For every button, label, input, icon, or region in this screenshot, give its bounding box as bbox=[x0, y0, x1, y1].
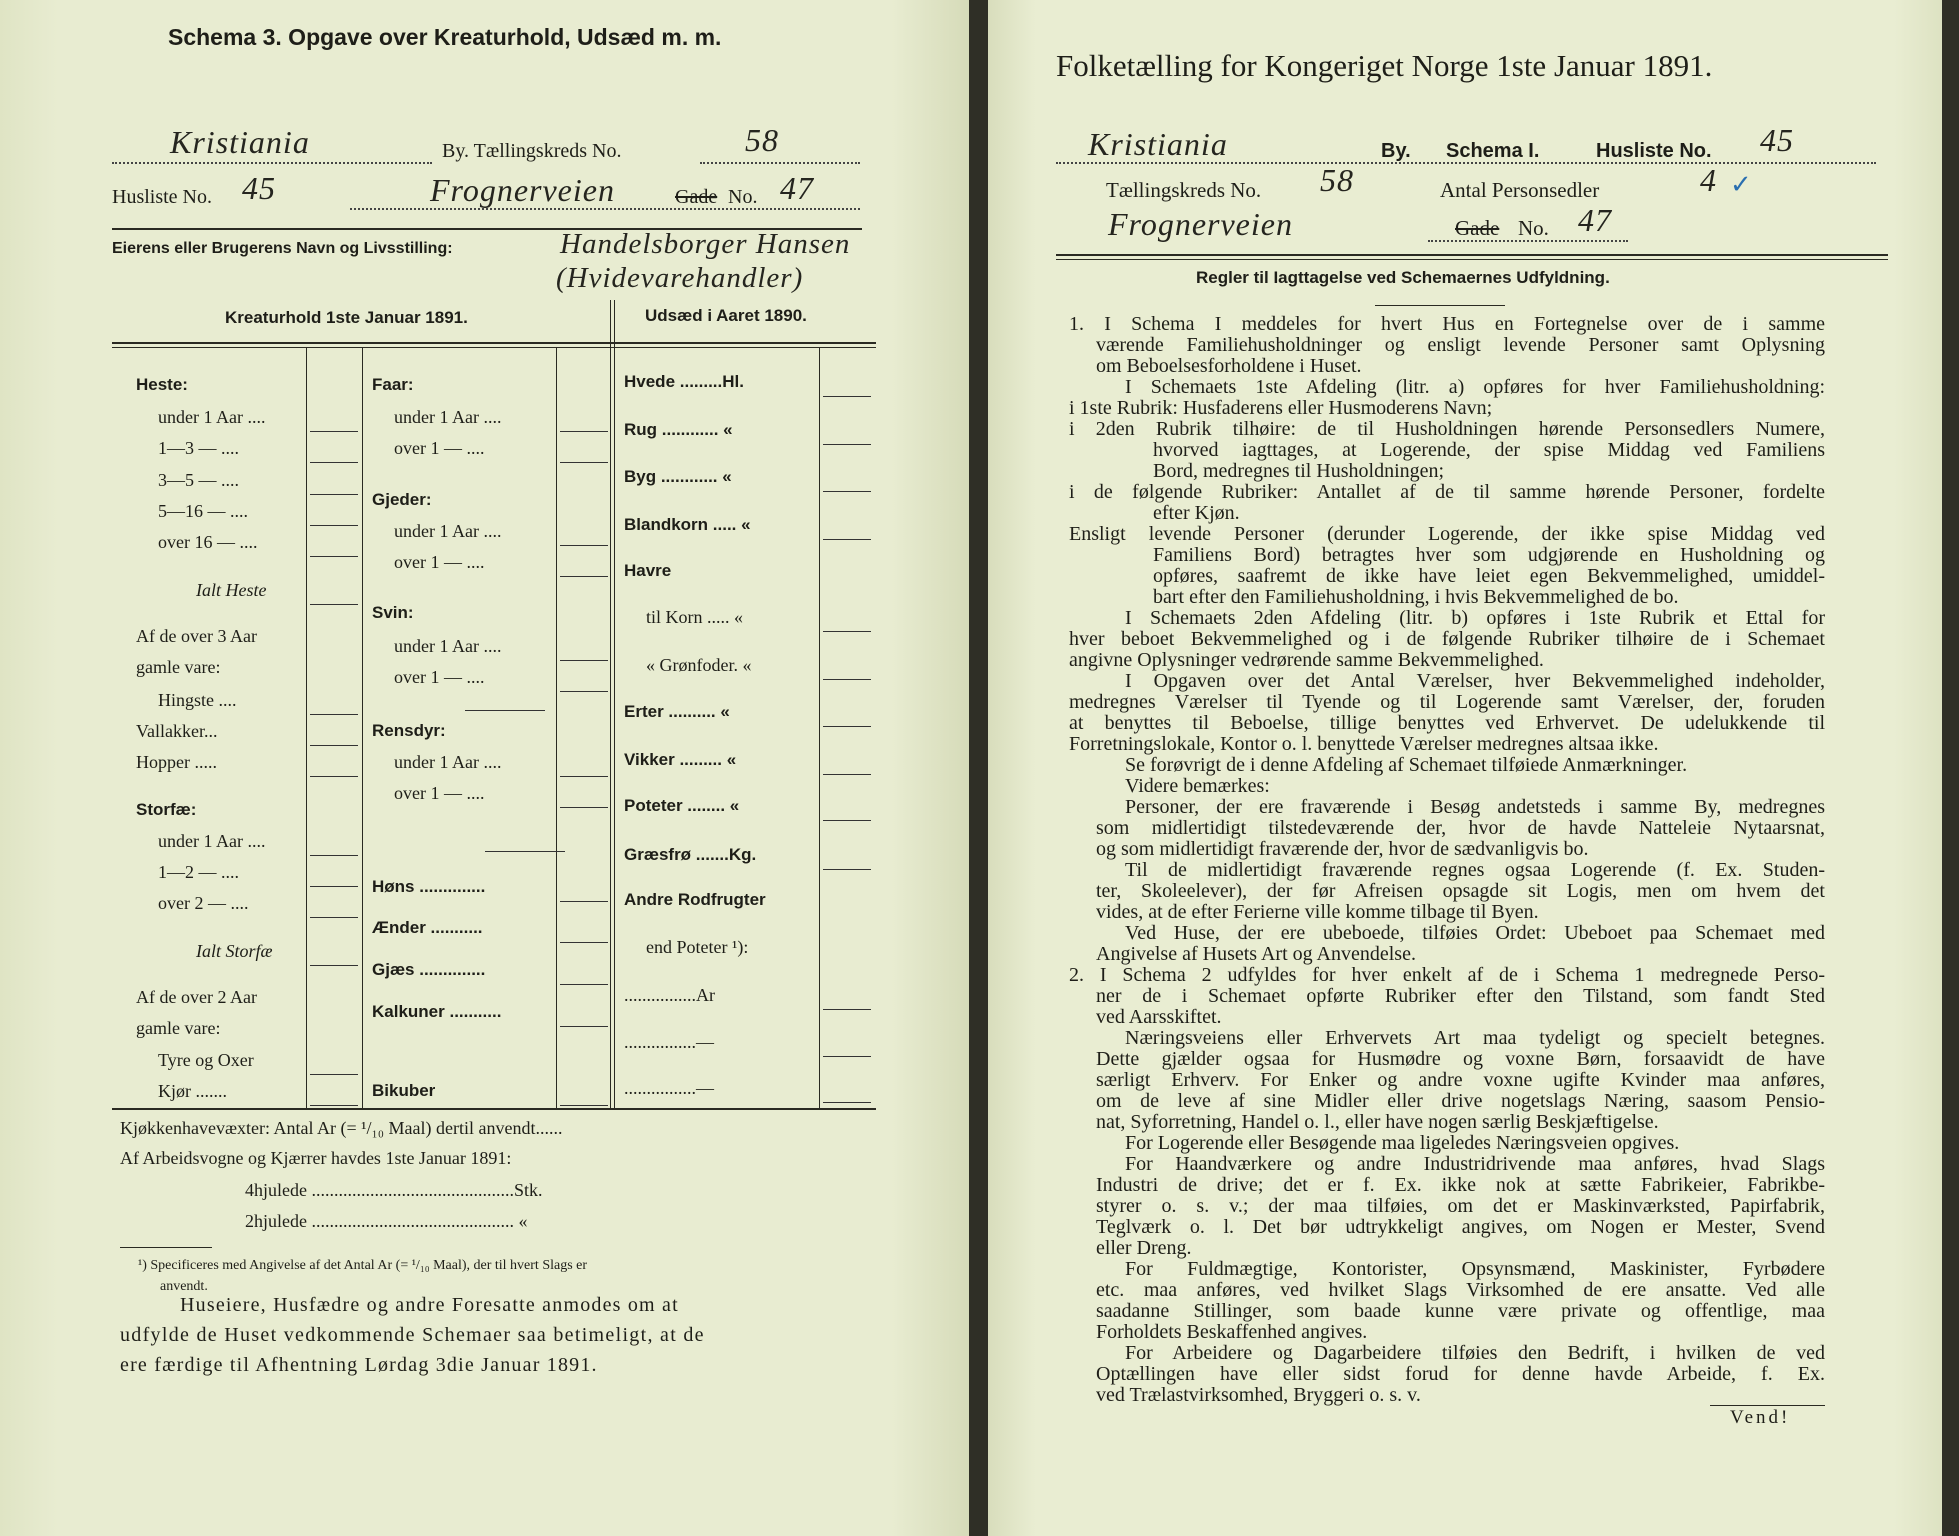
gade-number-handwritten: 47 bbox=[1578, 202, 1612, 238]
footnote-line: ¹) Specificeres med Angivelse af det Antal Ar (= ¹/₁₀ Maal), der til hvert Slags er bbox=[138, 1258, 588, 1273]
rules-text-line: For Logerende eller Besøgende maa ligeledes Næringsveien opgives. bbox=[1125, 1132, 1680, 1154]
rules-text-line: Til de midlertidigt fraværende regnes ogsaa Logerende (f. Ex. Studen- bbox=[1125, 859, 1825, 881]
table-row-label: over 1 — .... bbox=[394, 667, 485, 687]
dotted-line bbox=[700, 162, 860, 164]
rules-text-line: angivne Oplysninger vedrørende samme Bekvemmelighed. bbox=[1069, 649, 1544, 671]
kreds-number-handwritten: 58 bbox=[1320, 162, 1354, 198]
entry-rule bbox=[560, 901, 608, 902]
gade-number-handwritten: 47 bbox=[780, 170, 814, 206]
rules-text-line: Se forøvrigt de i denne Afdeling af Schemaet tilføiede Anmærkninger. bbox=[1125, 754, 1688, 776]
entry-rule bbox=[823, 726, 871, 727]
entry-rule bbox=[823, 1009, 871, 1010]
rules-text-line: 2. I Schema 2 udfyldes for hver enkelt af de i Schema 1 medregnede Perso- bbox=[1069, 964, 1825, 986]
city-handwritten: Kristiania bbox=[1088, 126, 1228, 162]
entry-rule bbox=[560, 660, 608, 661]
owner-occupation-handwritten: (Hvidevarehandler) bbox=[556, 262, 804, 294]
entry-rule bbox=[823, 1102, 871, 1103]
schema-3-title: Schema 3. Opgave over Kreaturhold, Udsæd m. m. bbox=[168, 24, 722, 50]
gade-label: Gade bbox=[1455, 216, 1500, 240]
entry-rule bbox=[823, 820, 871, 821]
rules-text-line: at benyttes til Beboelse, tillige benyttes ved Erhvervet. De udelukkende til bbox=[1069, 712, 1825, 734]
rules-text-line: om Beboelsesforholdene i Huset. bbox=[1096, 355, 1362, 377]
rules-text-line: styrer o. s. v.; der maa tilføies, om det er Maskinværksted, Papirfabrik, bbox=[1096, 1195, 1825, 1217]
short-rule bbox=[1375, 305, 1505, 306]
table-row-label: gamle vare: bbox=[136, 1018, 221, 1038]
entry-rule bbox=[823, 539, 871, 540]
footnote-line: anvendt. bbox=[160, 1279, 208, 1294]
entry-rule bbox=[310, 494, 358, 495]
entry-rule bbox=[560, 691, 608, 692]
table-row-label: Af de over 3 Aar bbox=[136, 626, 257, 646]
rules-text-line: nat, Syforretning, Handel o. l., eller have nogen særlig Beskjæftigelse. bbox=[1096, 1111, 1659, 1133]
closing-notice-line: Huseiere, Husfædre og andre Foresatte anmodes om at bbox=[180, 1294, 679, 1316]
garden-line: Kjøkkenhavevæxter: Antal Ar (= ¹/₁₀ Maal) dertil anvendt...... bbox=[120, 1118, 563, 1138]
entry-rule bbox=[560, 431, 608, 432]
rules-text-line: Ved Huse, der ere ubeboede, tilføies Ordet: Ubeboet paa Schemaet med bbox=[1125, 922, 1825, 944]
table-row-label: under 1 Aar .... bbox=[394, 521, 502, 541]
rules-text-line: ter, Skoleelever), der før Afreisen opsagde sit Logis, men om hvem det bbox=[1096, 880, 1825, 902]
rules-text-line: Bord, medregnes til Husholdningen; bbox=[1153, 460, 1445, 482]
table-row-label: under 1 Aar .... bbox=[158, 407, 266, 427]
column-divider bbox=[610, 300, 611, 1110]
rules-text-line: ved Trælastvirksomhed, Bryggeri o. s. v. bbox=[1096, 1384, 1421, 1406]
footnote-rule bbox=[120, 1247, 212, 1248]
wagons-line: Af Arbeidsvogne og Kjærrer havdes 1ste Januar 1891: bbox=[120, 1148, 512, 1168]
entry-rule bbox=[560, 942, 608, 943]
table-header-udsaed: Udsæd i Aaret 1890. bbox=[645, 306, 807, 325]
husliste-number-handwritten: 45 bbox=[242, 170, 276, 206]
table-row-label: over 16 — .... bbox=[158, 532, 258, 552]
rules-text-line: For Fuldmægtige, Kontorister, Opsynsmænd, Maskinister, Fyrbødere bbox=[1125, 1258, 1825, 1280]
rules-text-line: ved Aarsskiftet. bbox=[1096, 1006, 1222, 1028]
rules-text-line: Familiens Bord) betragtes hver som udgjørende en Husholdning og bbox=[1153, 544, 1825, 566]
table-row-label: gamle vare: bbox=[136, 657, 221, 677]
table-row-label: Svin: bbox=[372, 603, 414, 622]
entry-rule bbox=[485, 851, 565, 852]
kreds-label: Tællingskreds No. bbox=[1106, 178, 1262, 202]
table-row-label: ................— bbox=[624, 1078, 714, 1098]
dotted-line bbox=[1428, 240, 1628, 242]
rules-text-line: Personer, der ere fraværende i Besøg andetsteds i samme By, medregnes bbox=[1125, 796, 1825, 818]
entry-rule bbox=[823, 1056, 871, 1057]
right-page-schema-1 bbox=[988, 0, 1942, 1536]
city-handwritten: Kristiania bbox=[170, 124, 310, 160]
table-row-label: under 1 Aar .... bbox=[158, 831, 266, 851]
entry-rule bbox=[310, 714, 358, 715]
entry-rule bbox=[310, 917, 358, 918]
table-row-label: Rug ............ « bbox=[624, 420, 733, 439]
table-row-label: under 1 Aar .... bbox=[394, 636, 502, 656]
vend-turn-over-note: Vend! bbox=[1730, 1407, 1791, 1428]
rules-text-line: særligt Erhverv. For Enker og andre voxne ugifte Kvinder maa anføres, bbox=[1096, 1069, 1825, 1091]
city-by-kreds-label: By. Tællingskreds No. bbox=[442, 140, 622, 162]
owner-name-handwritten: Handelsborger Hansen bbox=[560, 228, 851, 260]
rules-text-line: i 2den Rubrik tilhøire: de til Husholdningen hørende Personsedlers Numere, bbox=[1069, 418, 1825, 440]
double-rule bbox=[1056, 259, 1888, 260]
rules-heading: Regler til Iagttagelse ved Schemaernes Udfyldning. bbox=[1196, 268, 1610, 287]
table-row-label: Ænder ........... bbox=[372, 918, 483, 937]
husliste-label: Husliste No. bbox=[112, 186, 212, 208]
table-row-label: over 1 — .... bbox=[394, 552, 485, 572]
by-label: By. bbox=[1381, 140, 1411, 162]
entry-rule bbox=[560, 1026, 608, 1027]
table-row-label: under 1 Aar .... bbox=[394, 407, 502, 427]
table-row-label: Erter .......... « bbox=[624, 702, 730, 721]
table-row-label: end Poteter ¹): bbox=[646, 937, 749, 957]
table-row-label: Andre Rodfrugter bbox=[624, 890, 766, 909]
entry-rule bbox=[560, 545, 608, 546]
entry-rule bbox=[310, 855, 358, 856]
rules-text-line: og som midlertidigt fraværende der, hvor de sædvanligvis bo. bbox=[1096, 838, 1589, 860]
entry-rule bbox=[560, 807, 608, 808]
table-row-label: 3—5 — .... bbox=[158, 470, 239, 490]
rules-text-line: om de leve af sine Midler eller drive nogetslags Næring, saasom Pensio- bbox=[1096, 1090, 1825, 1112]
rules-text-line: Optællingen have eller sidst forud for denne havde Arbeide, f. Ex. bbox=[1096, 1363, 1825, 1385]
entry-rule bbox=[560, 462, 608, 463]
entry-rule bbox=[310, 525, 358, 526]
table-row-label: Græsfrø .......Kg. bbox=[624, 845, 757, 864]
rules-text-line: ner de i Schemaet opførte Rubriker efter den Tilstand, som fandt Sted bbox=[1096, 985, 1825, 1007]
entry-rule bbox=[560, 576, 608, 577]
column-divider bbox=[614, 300, 615, 1110]
rules-text-line: etc. maa anføres, ved hvilket Slags Virksomhed de ere ansatte. Ved alle bbox=[1096, 1279, 1825, 1301]
table-row-label: Kjør ....... bbox=[158, 1081, 227, 1101]
table-bottom-rule bbox=[112, 1108, 876, 1110]
rules-text-line: medregnes Værelser til Tyende og til Logerende samt Værelser, der, foruden bbox=[1069, 691, 1825, 713]
table-row-label: over 1 — .... bbox=[394, 438, 485, 458]
husliste-label: Husliste No. bbox=[1596, 140, 1712, 162]
rules-text-line: Ensligt levende Personer (derunder Logerende, der ikke spise Middag ved bbox=[1069, 523, 1825, 545]
dotted-line bbox=[112, 162, 432, 164]
table-row-label: « Grønfoder. « bbox=[646, 655, 752, 675]
entry-rule bbox=[310, 431, 358, 432]
rules-text-line: Forholdets Beskaffenhed angives. bbox=[1096, 1321, 1368, 1343]
entry-rule bbox=[310, 462, 358, 463]
table-row-label: til Korn ..... « bbox=[646, 607, 743, 627]
entry-rule bbox=[823, 631, 871, 632]
table-row-label: Faar: bbox=[372, 375, 414, 394]
gade-label: Gade bbox=[675, 186, 718, 208]
closing-notice-line: udfylde de Huset vedkommende Schemaer saa betimeligt, at de bbox=[120, 1324, 705, 1346]
table-header-kreaturhold: Kreaturhold 1ste Januar 1891. bbox=[225, 308, 468, 327]
rules-text-line: vides, at de efter Ferierne ville komme tilbage til Byen. bbox=[1096, 901, 1539, 923]
entry-rule bbox=[823, 679, 871, 680]
entry-rule bbox=[310, 776, 358, 777]
rules-text-line: For Arbeidere og Dagarbeidere tilføies den Bedrift, i hvilken de ved bbox=[1125, 1342, 1825, 1364]
street-handwritten: Frognerveien bbox=[1108, 206, 1293, 242]
table-top-rule bbox=[112, 347, 876, 348]
gade-no-label: No. bbox=[728, 186, 758, 208]
gade-no-label: No. bbox=[1518, 216, 1549, 240]
rules-text-line: Dette gjælder ogsaa for Husmødre og voxne Børn, forsaavidt de have bbox=[1096, 1048, 1825, 1070]
table-row-label: under 1 Aar .... bbox=[394, 752, 502, 772]
table-row-label: over 2 — .... bbox=[158, 893, 249, 913]
entry-rule bbox=[823, 444, 871, 445]
entry-rule bbox=[823, 396, 871, 397]
personsedler-label: Antal Personsedler bbox=[1440, 178, 1600, 202]
rules-text-line: I Schemaets 1ste Afdeling (litr. a) opføres for hver Familiehusholdning: bbox=[1125, 376, 1825, 398]
table-row-label: Blandkorn ..... « bbox=[624, 515, 751, 534]
rules-text-line: eller Dreng. bbox=[1096, 1237, 1192, 1259]
rules-text-line: Videre bemærkes: bbox=[1125, 775, 1270, 797]
rules-text-line: hver beboet Bekvemmelighed og i de følgende Rubriker tilhøire de i Schemaet bbox=[1069, 628, 1825, 650]
husliste-number-handwritten: 45 bbox=[1760, 122, 1794, 158]
table-row-label: Havre bbox=[624, 561, 672, 580]
kreds-number-handwritten: 58 bbox=[745, 122, 779, 158]
table-row-label: Hopper ..... bbox=[136, 752, 217, 772]
entry-rule bbox=[310, 745, 358, 746]
entry-rule bbox=[310, 1074, 358, 1075]
table-row-label: Gjæs .............. bbox=[372, 960, 486, 979]
table-row-label: Rensdyr: bbox=[372, 721, 446, 740]
rules-text-line: i 1ste Rubrik: Husfaderens eller Husmoderens Navn; bbox=[1069, 397, 1493, 419]
table-row-label: 1—2 — .... bbox=[158, 862, 239, 882]
owner-label: Eierens eller Brugerens Navn og Livsstilling: bbox=[112, 240, 453, 257]
rules-text-line: værende Familiehusholdninger og ensligt levende Personer samt Oplysning bbox=[1096, 334, 1825, 356]
table-row-label: over 1 — .... bbox=[394, 783, 485, 803]
table-row-label: Byg ............ « bbox=[624, 467, 732, 486]
table-row-label: Bikuber bbox=[372, 1081, 436, 1100]
rules-text-line: bart efter den Familiehusholdning, i hvis Bekvemmelighed de bo. bbox=[1153, 586, 1679, 608]
blue-check-mark: ✓ bbox=[1730, 170, 1752, 199]
table-row-label: Ialt Heste bbox=[196, 580, 267, 600]
schema-label: Schema I. bbox=[1446, 140, 1540, 162]
table-row-label: 1—3 — .... bbox=[158, 438, 239, 458]
entry-rule bbox=[560, 1105, 608, 1106]
personsedler-count-handwritten: 4 bbox=[1700, 162, 1717, 198]
entry-rule bbox=[310, 965, 358, 966]
entry-rule bbox=[310, 886, 358, 887]
census-title: Folketælling for Kongeriget Norge 1ste Januar 1891. bbox=[1056, 48, 1713, 83]
column-divider bbox=[362, 348, 363, 1110]
entry-rule bbox=[560, 984, 608, 985]
table-row-label: ................Ar bbox=[624, 985, 715, 1005]
column-divider bbox=[556, 348, 557, 1110]
table-row-label: Hingste .... bbox=[158, 690, 237, 710]
rules-text-line: Teglværk o. l. Det bør udtrykkeligt angives, om Nogen er Mester, Svend bbox=[1096, 1216, 1825, 1238]
table-row-label: Storfæ: bbox=[136, 800, 197, 819]
short-rule bbox=[1710, 1405, 1825, 1406]
rules-text-line: For Haandværkere og andre Industridrivende maa anføres, hvad Slags bbox=[1125, 1153, 1825, 1175]
rules-text-line: Næringsveiens eller Erhvervets Art maa tydeligt og specielt betegnes. bbox=[1125, 1027, 1825, 1049]
table-row-label: Gjeder: bbox=[372, 490, 432, 509]
table-row-label: Hvede .........Hl. bbox=[624, 372, 744, 391]
table-row-label: Kalkuner ........... bbox=[372, 1002, 502, 1021]
table-row-label: Poteter ........ « bbox=[624, 796, 740, 815]
entry-rule bbox=[310, 556, 358, 557]
closing-notice-line: ere færdige til Afhentning Lørdag 3die Januar 1891. bbox=[120, 1354, 598, 1376]
entry-rule bbox=[465, 710, 545, 711]
double-rule bbox=[1056, 254, 1888, 256]
rules-text-line: hvorved iagttages, at Logerende, der spise Middag ved Familiens bbox=[1153, 439, 1825, 461]
table-row-label: Ialt Storfæ bbox=[196, 941, 273, 961]
rules-text-line: Forretningslokale, Kontor o. l. benyttede Værelser medregnes altsaa ikke. bbox=[1069, 733, 1659, 755]
entry-rule bbox=[823, 491, 871, 492]
rules-text-line: i de følgende Rubriker: Antallet af de til samme hørende Personer, fordelte bbox=[1069, 481, 1825, 503]
rules-text-line: saadanne Stillinger, som baade kunne være private og offentlige, maa bbox=[1096, 1300, 1825, 1322]
table-row-label: Høns .............. bbox=[372, 877, 486, 896]
rules-text-line: som midlertidigt tilstedeværende der, hvor de havde Natteleie Nytaarsnat, bbox=[1096, 817, 1825, 839]
table-top-rule bbox=[112, 342, 876, 344]
left-page-schema-3 bbox=[0, 0, 969, 1536]
entry-rule bbox=[560, 776, 608, 777]
table-row-label: ................— bbox=[624, 1032, 714, 1052]
entry-rule bbox=[310, 1105, 358, 1106]
entry-rule bbox=[310, 604, 358, 605]
table-row-label: Heste: bbox=[136, 375, 188, 394]
street-handwritten: Frognerveien bbox=[430, 172, 615, 208]
table-row-label: 5—16 — .... bbox=[158, 501, 248, 521]
two-wheel-line: 2hjulede ............................................. « bbox=[245, 1211, 528, 1231]
table-row-label: Vikker ......... « bbox=[624, 750, 737, 769]
table-row-label: Tyre og Oxer bbox=[158, 1050, 254, 1070]
entry-rule bbox=[823, 869, 871, 870]
four-wheel-line: 4hjulede .............................................Stk. bbox=[245, 1180, 543, 1200]
entry-rule bbox=[823, 774, 871, 775]
table-row-label: Vallakker... bbox=[136, 721, 218, 741]
rules-text-line: opføres, saafremt de ikke have leiet egen Bekvemmelighed, umiddel- bbox=[1153, 565, 1825, 587]
table-row-label: Af de over 2 Aar bbox=[136, 987, 257, 1007]
column-divider bbox=[819, 348, 820, 1110]
rules-text-line: Industri de drive; det er f. Ex. ikke nok at sætte Fabrikeier, Fabrikbe- bbox=[1096, 1174, 1825, 1196]
rules-text-line: Angivelse af Husets Art og Anvendelse. bbox=[1096, 943, 1416, 965]
rules-text-line: 1. I Schema I meddeles for hvert Hus en Fortegnelse over de i samme bbox=[1069, 313, 1825, 335]
rules-text-line: I Schemaets 2den Afdeling (litr. b) opføres i 1ste Rubrik et Ettal for bbox=[1125, 607, 1825, 629]
rules-text-line: efter Kjøn. bbox=[1153, 502, 1240, 524]
rules-text-line: I Opgaven over det Antal Værelser, hver Bekvemmelighed indeholder, bbox=[1125, 670, 1825, 692]
column-divider bbox=[306, 348, 307, 1110]
